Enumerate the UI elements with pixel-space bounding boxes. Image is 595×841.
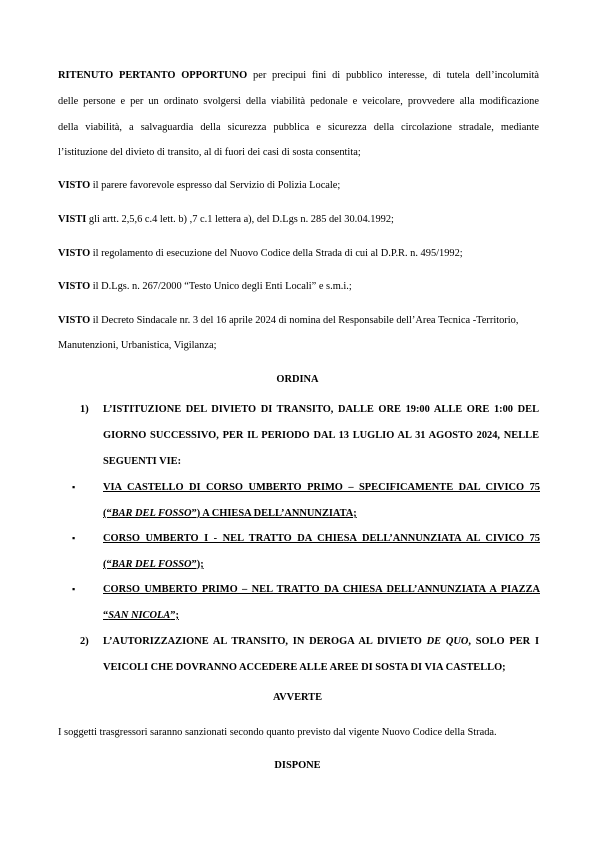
bullet-2-line-1: CORSO UMBERTO I - NEL TRATTO DA CHIESA DELL’ANNUNZIATA AL CIVICO 75	[103, 533, 540, 544]
item-2-line-1-end: , SOLO PER I	[468, 636, 540, 647]
bullet-square-icon: ▪	[72, 584, 76, 594]
item-2-line-1: L’AUTORIZZAZIONE AL TRANSITO, IN DEROGA AL DIVIETO	[103, 636, 427, 647]
bullet-1-line-2: ”) A CHIESA DELL’ANNUNZIATA;	[191, 507, 357, 519]
ritenuto-line-3: della viabilità, a salvaguardia della sicurezza pubblica e sicurezza della circolazione stradale, mediante	[58, 121, 539, 133]
bullet-square-icon: ▪	[72, 482, 76, 492]
bullet-square-icon: ▪	[72, 533, 76, 543]
ritenuto-line-2: delle persone e per un ordinato svolgersi della viabilità pedonale e veicolare, provvedere alla modificazione	[58, 95, 539, 107]
bar-del-fosso-name: BAR DEL FOSSO	[111, 558, 192, 570]
visto-label: VISTO	[58, 248, 91, 259]
visto-parere	[58, 179, 539, 193]
item-number: 2)	[80, 636, 89, 647]
bullet-3-line-2: ”;	[170, 609, 179, 621]
avverte-heading: AVVERTE	[272, 692, 323, 703]
ritenuto-line-4: l’istituzione del divieto di transito, al di fuori dei casi di sosta consentita;	[58, 147, 361, 159]
item-2-line-2: VEICOLI CHE DOVRANNO ACCEDERE ALLE AREE DI SOSTA DI VIA CASTELLO;	[103, 661, 506, 673]
item-1-line-2: GIORNO SUCCESSIVO, PER IL PERIODO DAL 13 LUGLIO AL 31 AGOSTO 2024, NELLE	[103, 429, 539, 441]
visti-text: gli artt. 2,5,6 c.4 lett. b) ,7 c.1 lettera a), del D.Lgs n. 285 del 30.04.1992;	[86, 214, 394, 225]
visti-artt	[58, 213, 539, 227]
visti-label: VISTI	[58, 214, 87, 225]
ritenuto-paragraph	[58, 63, 539, 166]
ordina-heading: ORDINA	[276, 374, 319, 385]
bar-del-fosso-name: BAR DEL FOSSO	[111, 507, 192, 519]
item-1-line-1: L’ISTITUZIONE DEL DIVIETO DI TRANSITO, DALLE ORE 19:00 ALLE ORE 1:00 DEL	[103, 404, 539, 415]
de-quo-term: DE QUO	[426, 636, 469, 647]
dispone-heading: DISPONE	[274, 760, 321, 771]
visto-text: il parere favorevole espresso dal Servizio di Polizia Locale;	[90, 180, 341, 191]
item-1-line-3: SEGUENTI VIE:	[103, 455, 182, 467]
visto-label: VISTO	[58, 180, 91, 191]
visto-decreto	[58, 314, 539, 328]
visto-text: il D.Lgs. n. 267/2000 “Testo Unico degli Enti Locali” e s.m.i.;	[90, 281, 352, 292]
ritenuto-line-1: per precipui fini di pubblico interesse, di tutela dell’incolumità	[247, 70, 540, 81]
visto-text: il regolamento di esecuzione del Nuovo Codice della Strada di cui al D.P.R. n. 495/1992;	[90, 248, 463, 259]
visto-label: VISTO	[58, 315, 91, 326]
bullet-3-line-1: CORSO UMBERTO PRIMO – NEL TRATTO DA CHIESA DELL’ANNUNZIATA A PIAZZA	[103, 584, 540, 595]
ritenuto-bold: RITENUTO PERTANTO OPPORTUNO	[58, 70, 248, 81]
san-nicola-name: SAN NICOLA	[108, 609, 171, 621]
avverte-text: I soggetti trasgressori saranno sanzionati secondo quanto previsto dal vigente Nuovo Codice della Strada.	[58, 727, 497, 738]
visto-text: il Decreto Sindacale nr. 3 del 16 aprile 2024 di nomina del Responsabile dell’Area Tecnica -Territorio,	[90, 315, 519, 326]
item-number: 1)	[80, 404, 89, 415]
quote-open: “	[103, 609, 109, 621]
visto-label: VISTO	[58, 281, 91, 292]
visto-decreto-line-2: Manutenzioni, Urbanistica, Vigilanza;	[58, 340, 217, 351]
visto-regolamento	[58, 247, 539, 261]
bullet-2-line-2: ”);	[191, 558, 204, 570]
quote-open: (“	[103, 507, 112, 519]
visto-dlgs	[58, 280, 539, 294]
quote-open: (“	[103, 558, 112, 570]
bullet-1-line-1: VIA CASTELLO DI CORSO UMBERTO PRIMO – SPECIFICAMENTE DAL CIVICO 75	[103, 482, 540, 493]
